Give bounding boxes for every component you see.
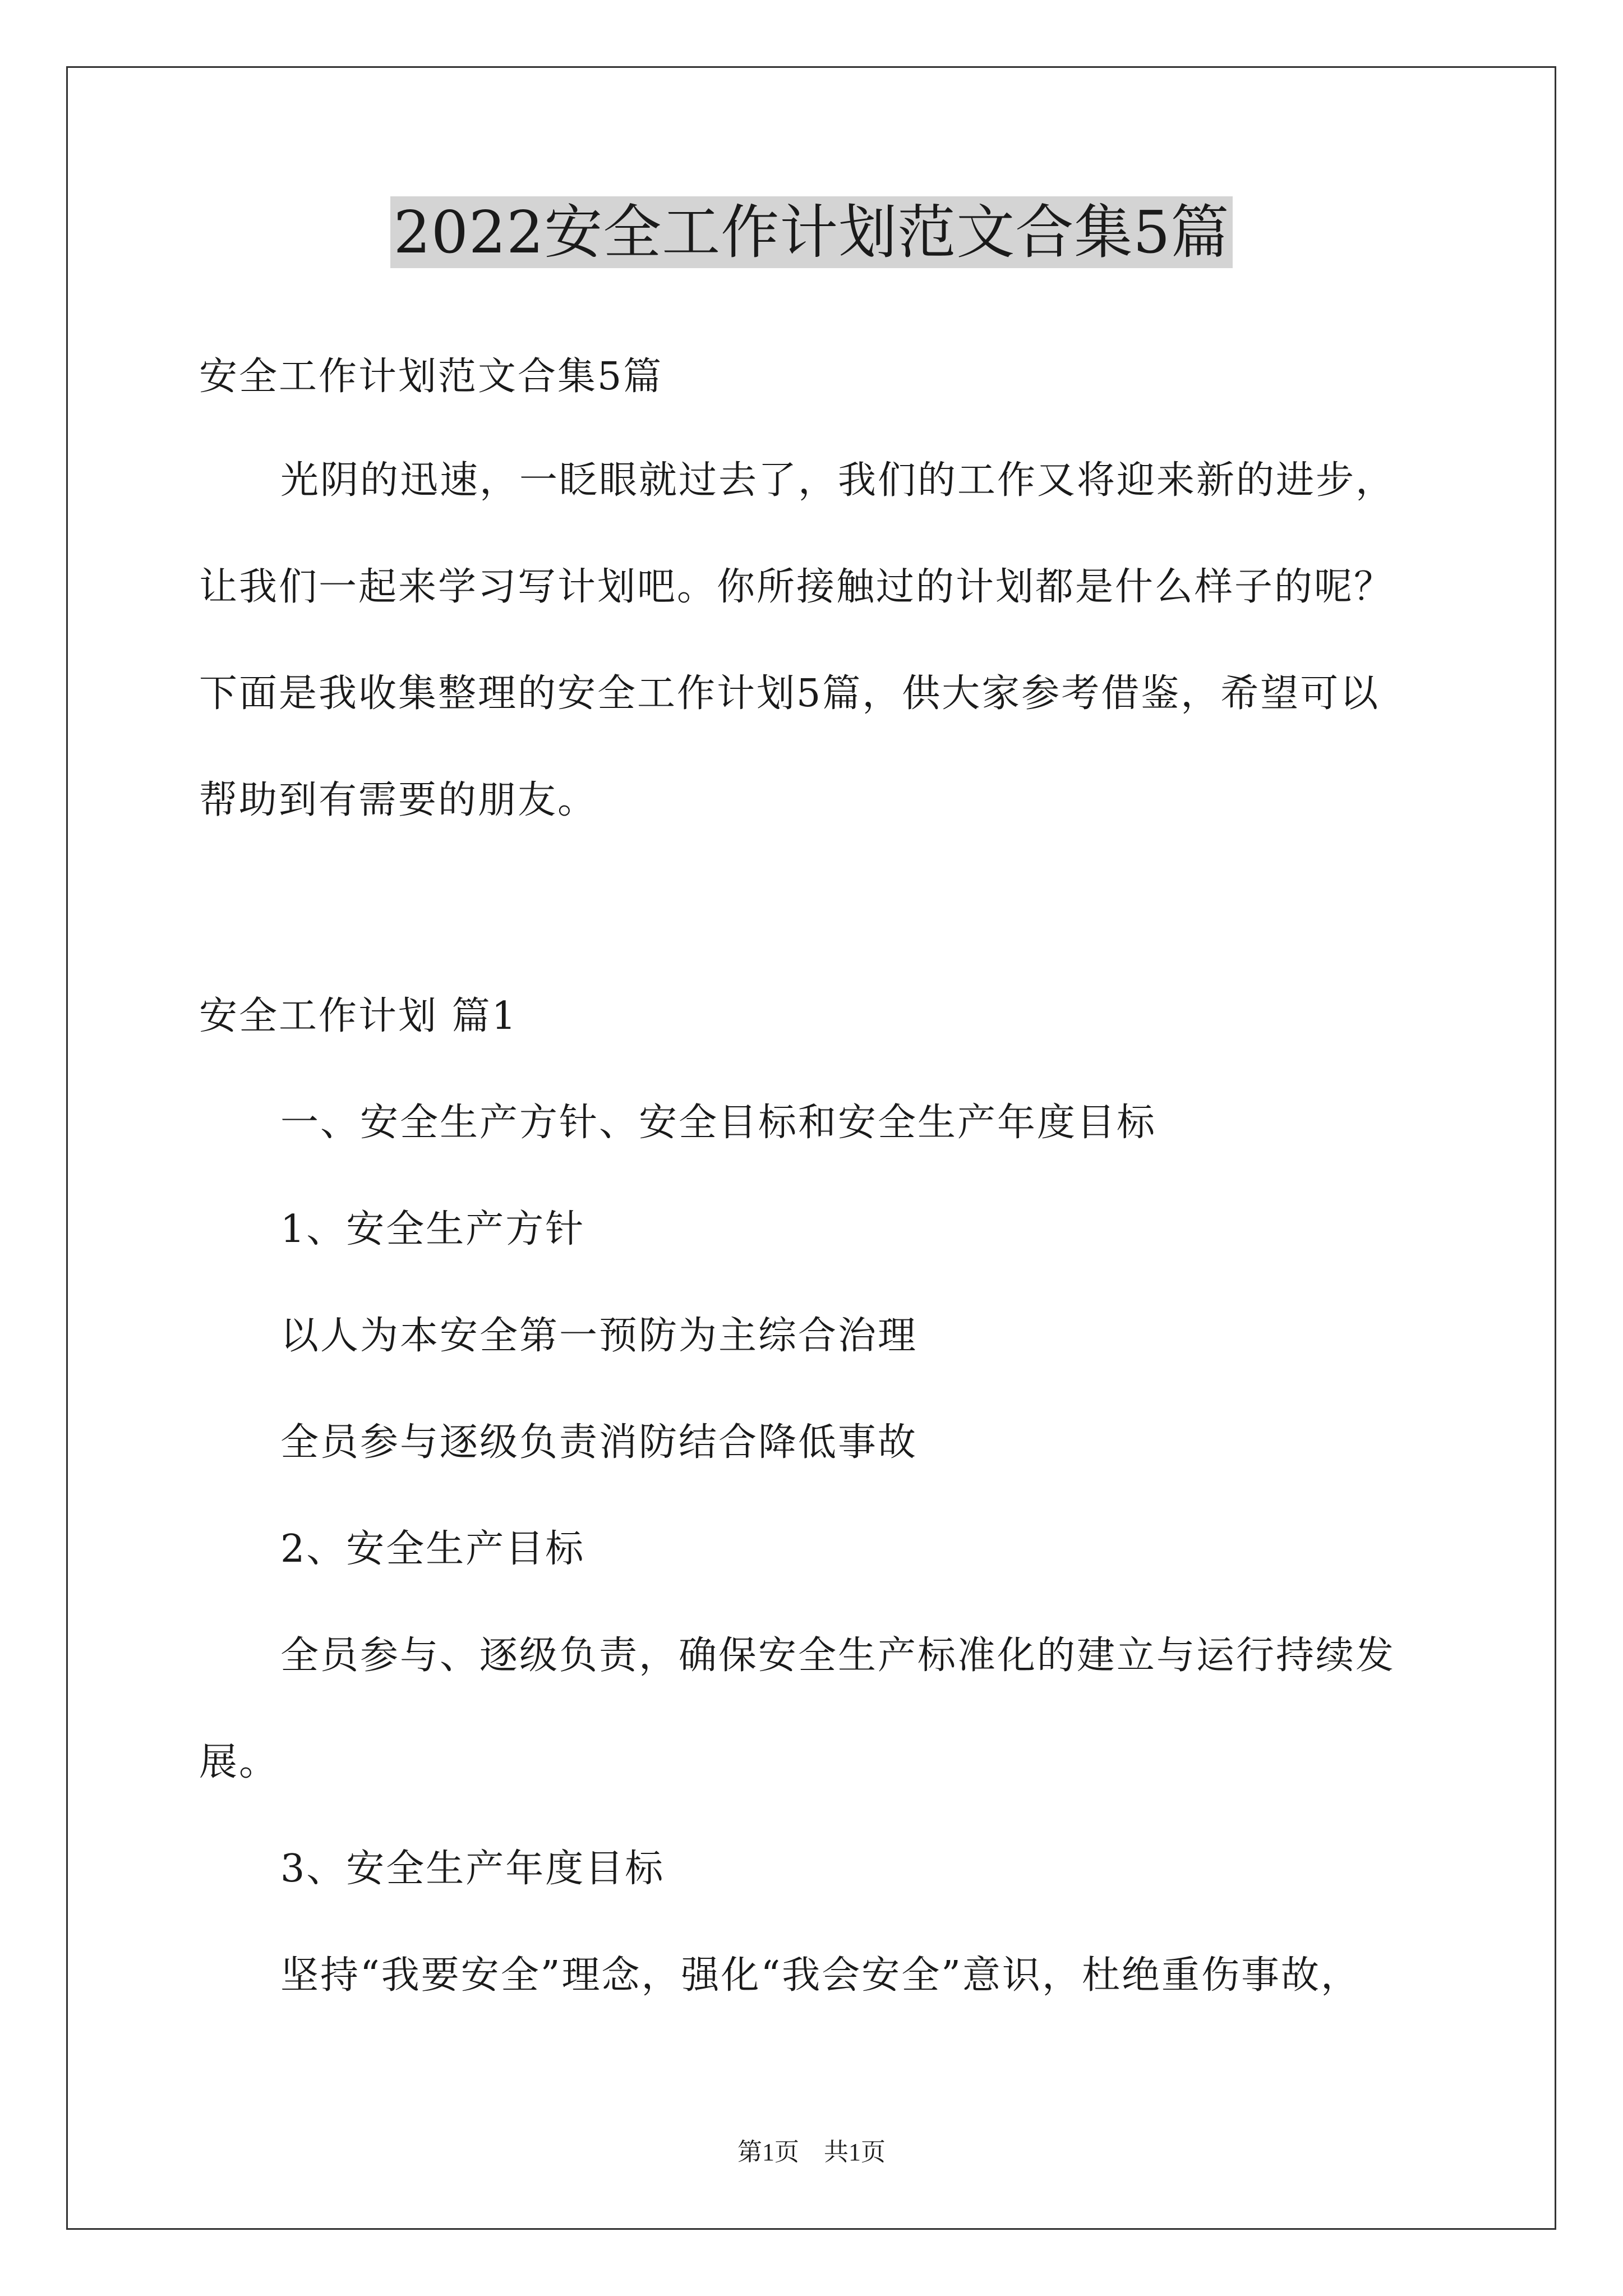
paragraph-line: 全员参与逐级负责消防结合降低事故	[280, 1420, 918, 1465]
paragraph-line: 让我们一起来学习写计划吧。你所接触过的计划都是什么样子的呢？	[199, 565, 1394, 609]
paragraph-line: 1、安全生产方针	[280, 1207, 585, 1251]
paragraph-line: 坚持“我要安全”理念，强化“我会安全”意识，杜绝重伤事故，	[280, 1953, 1361, 1998]
paragraph-line: 帮助到有需要的朋友。	[199, 778, 598, 822]
page-footer: 第1页 共1页	[737, 2138, 886, 2166]
paragraph-line: 下面是我收集整理的安全工作计划5篇，供大家参考借鉴，希望可以	[199, 671, 1380, 716]
paragraph-line: 2、安全生产目标	[280, 1527, 585, 1571]
paragraph-line: 一、安全生产方针、安全目标和安全生产年度目标	[280, 1101, 1157, 1145]
paragraph-line: 以人为本安全第一预防为主综合治理	[280, 1314, 918, 1358]
section-heading: 安全工作计划 篇1	[199, 994, 518, 1038]
paragraph-line: 展。	[199, 1740, 279, 1784]
document-title	[0, 196, 1623, 268]
subtitle-line: 安全工作计划范文合集5篇	[199, 355, 663, 399]
paragraph-line: 3、安全生产年度目标	[280, 1847, 665, 1891]
paragraph-line: 光阴的迅速，一眨眼就过去了，我们的工作又将迎来新的进步，	[280, 458, 1396, 503]
document-title-text: 2022安全工作计划范文合集5篇	[390, 196, 1233, 268]
paragraph-line: 全员参与、逐级负责，确保安全生产标准化的建立与运行持续发	[280, 1634, 1396, 1678]
